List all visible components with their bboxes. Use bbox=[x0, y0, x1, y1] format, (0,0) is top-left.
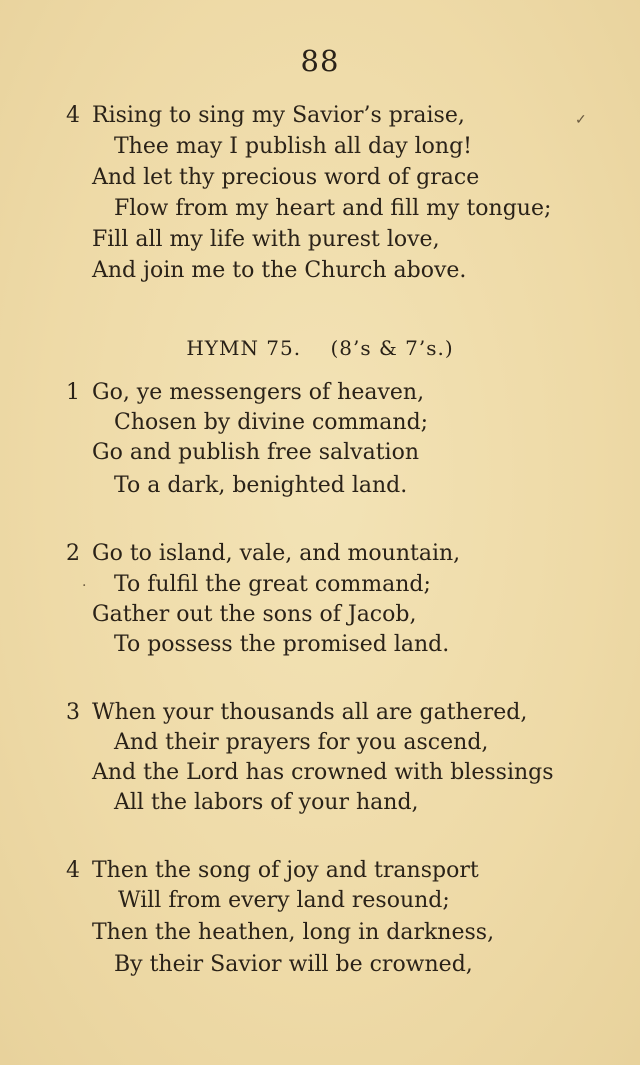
verse-line: Go to island, vale, and mountain, bbox=[92, 541, 461, 566]
stanza-number: 1 bbox=[66, 380, 80, 405]
verse-line: And the Lord has crowned with blessings bbox=[92, 760, 554, 785]
verse-line: By their Savior will be crowned, bbox=[114, 952, 473, 977]
verse-line: Go, ye messengers of heaven, bbox=[92, 380, 425, 405]
verse-line: To a dark, benighted land. bbox=[114, 473, 408, 498]
verse-line: Then the song of joy and transport bbox=[92, 858, 479, 883]
hymn-heading bbox=[0, 336, 640, 360]
page-number: 88 bbox=[300, 44, 340, 78]
verse-line: Thee may I publish all day long! bbox=[114, 134, 472, 159]
verse-line: Rising to sing my Savior’s praise, bbox=[92, 103, 465, 128]
hymn-meter: (8’s & 7’s.) bbox=[330, 336, 454, 360]
verse-line: When your thousands all are gathered, bbox=[92, 700, 528, 725]
verse-line: Gather out the sons of Jacob, bbox=[92, 602, 417, 627]
verse-line: And join me to the Church above. bbox=[92, 258, 467, 283]
verse-line: Chosen by divine command; bbox=[114, 410, 429, 435]
verse-line: And let thy precious word of grace bbox=[92, 165, 480, 190]
verse-line: Will from every land resound; bbox=[118, 888, 450, 913]
verse-line: Go and publish free salvation bbox=[92, 440, 420, 465]
stanza-number: 4 bbox=[66, 858, 80, 883]
ink-dot: · bbox=[82, 578, 87, 594]
pencil-mark: ✓ bbox=[575, 112, 587, 128]
verse-line: Then the heathen, long in darkness, bbox=[92, 920, 495, 945]
verse-line: To fulfil the great command; bbox=[114, 572, 431, 597]
stanza-number: 3 bbox=[66, 700, 80, 725]
hymn-title: HYMN 75. bbox=[186, 336, 302, 360]
verse-line: And their prayers for you ascend, bbox=[114, 730, 489, 755]
verse-line: Flow from my heart and fill my tongue; bbox=[114, 196, 552, 221]
stanza-number: 4 bbox=[66, 103, 80, 128]
verse-line: Fill all my life with purest love, bbox=[92, 227, 440, 252]
verse-line: To possess the promised land. bbox=[114, 632, 450, 657]
verse-line: All the labors of your hand, bbox=[114, 790, 419, 815]
stanza-number: 2 bbox=[66, 541, 80, 566]
